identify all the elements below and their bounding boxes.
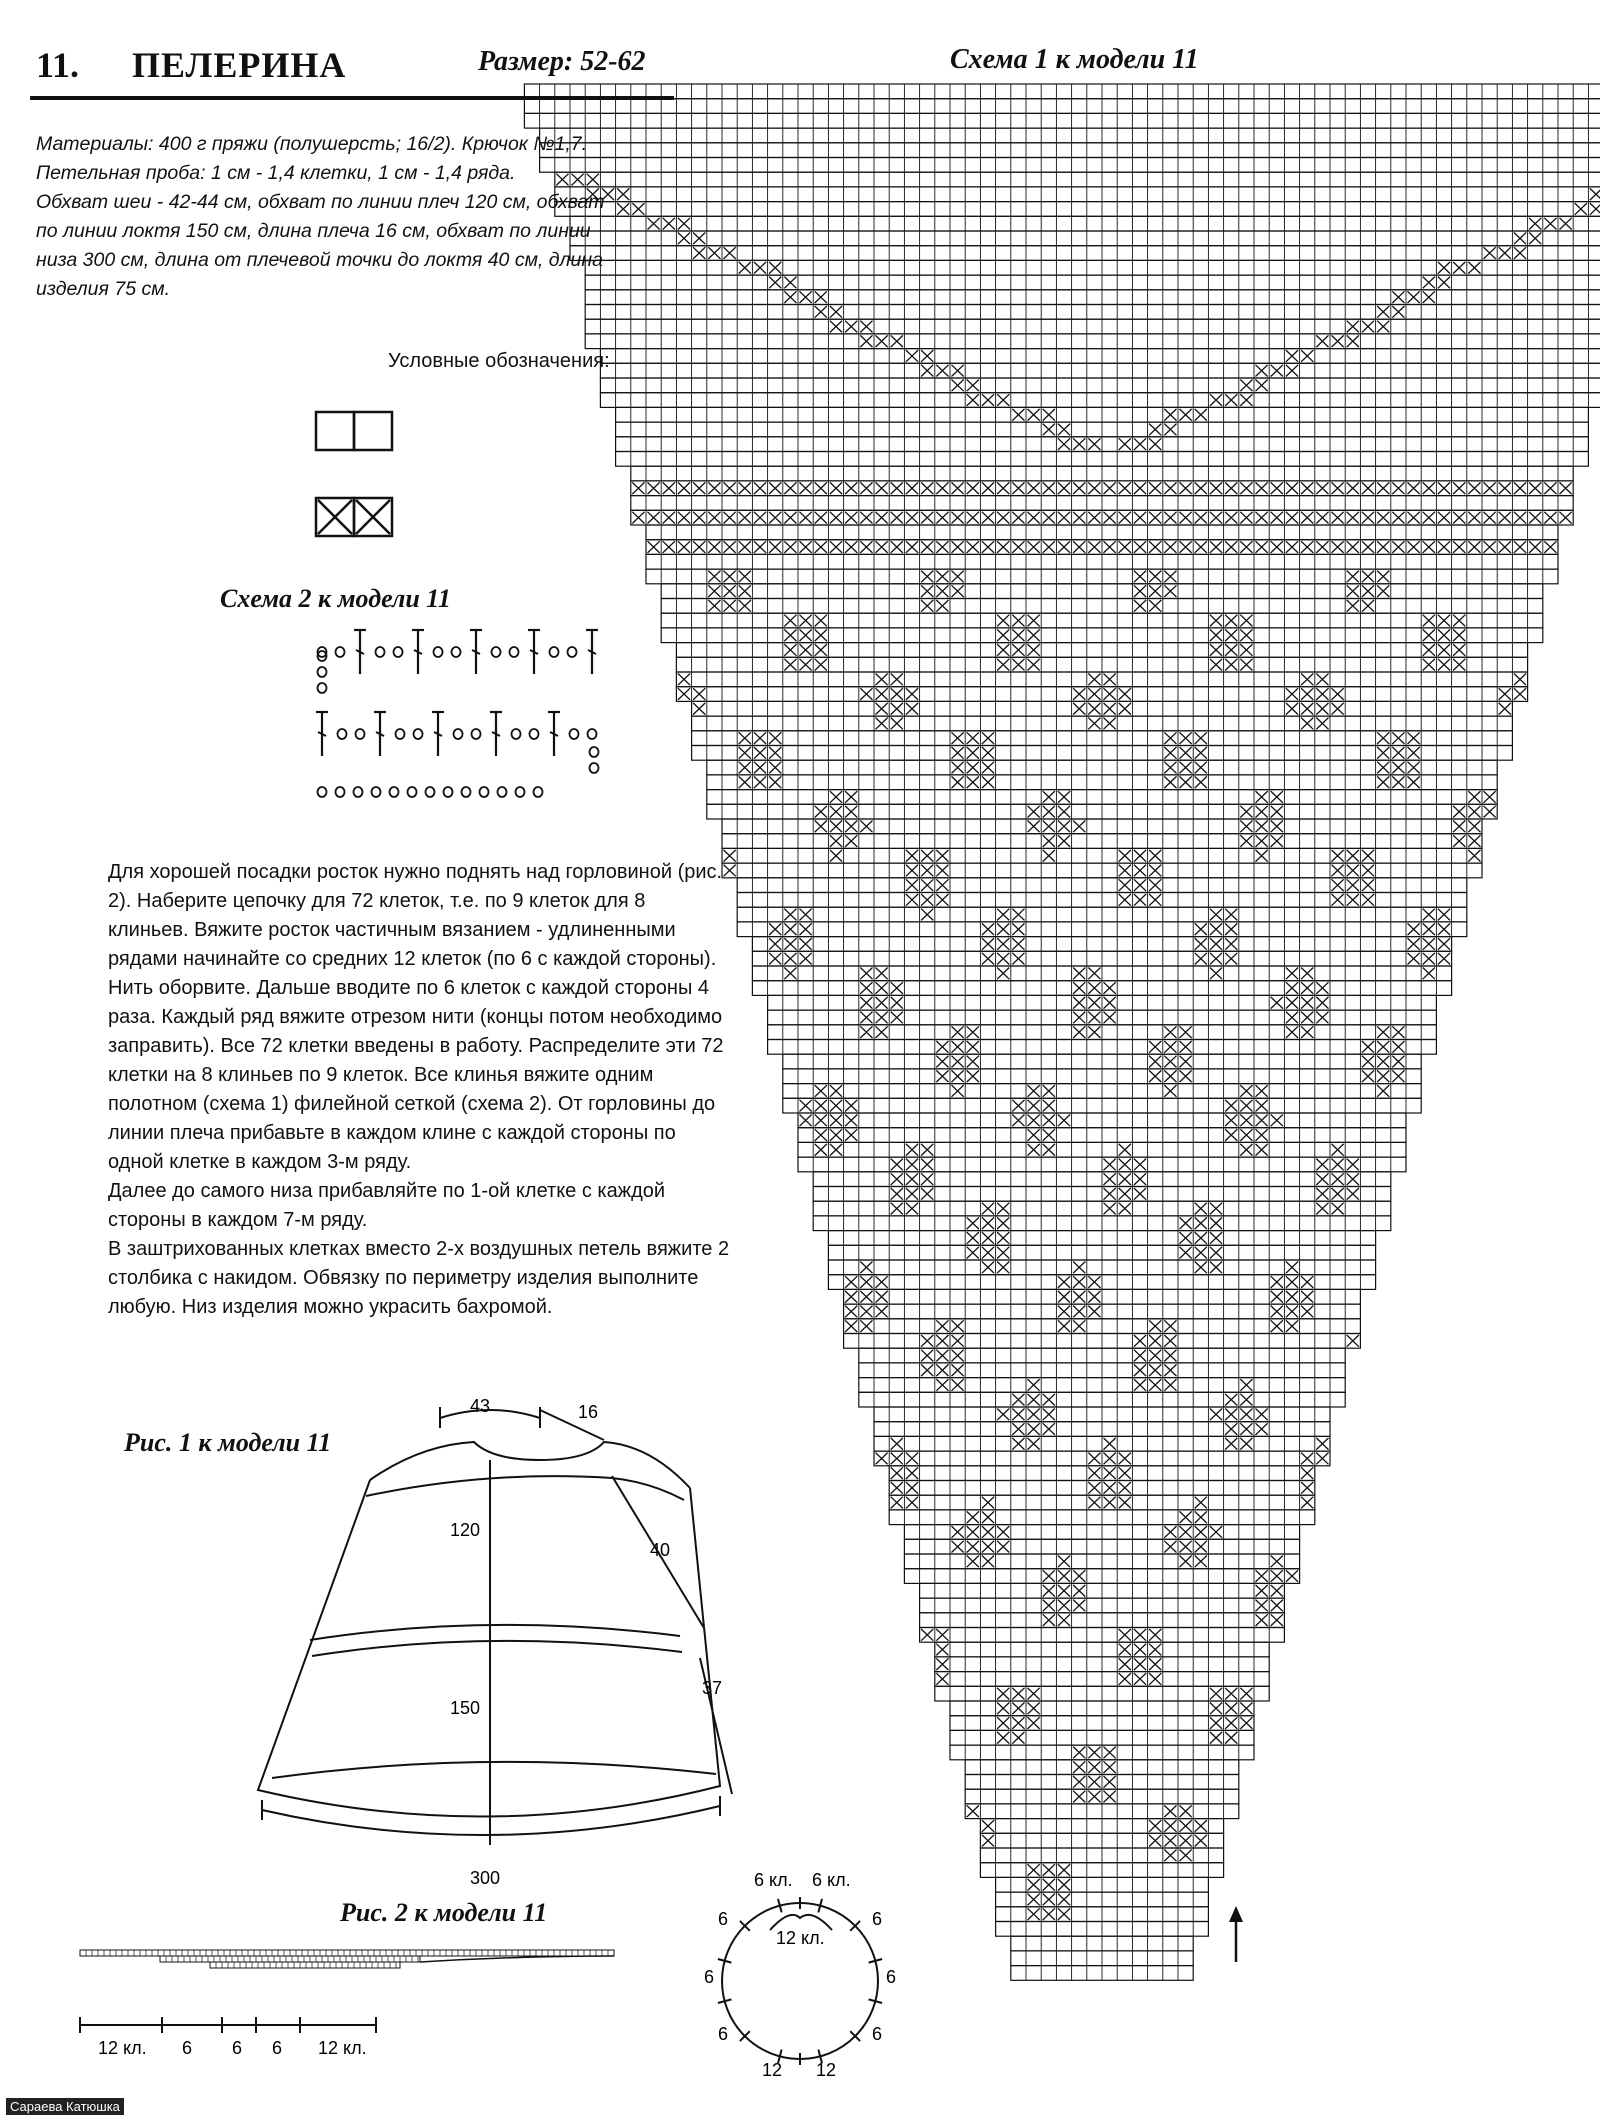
circle-label: 12 [762,2060,783,2080]
instructions-line: стороны в каждом 7-м ряду. [108,1209,368,1231]
fig2-title: Рис. 2 к модели 11 [340,1898,548,1927]
fig1-shoulder-label: 16 [578,1402,599,1422]
circle-label: 6 [872,1909,883,1929]
fig2-bar-label: 12 кл. [98,2038,147,2058]
materials-line: Петельная проба: 1 см - 1,4 клетки, 1 см - 1,4 ряда. [36,162,516,184]
fig2-bar-label: 6 [182,2038,193,2058]
circle-label: 6 кл. [812,1870,851,1890]
materials-line: по линии локтя 150 см, длина плеча 16 см, обхват по линии [36,220,591,242]
instructions-line: заправить). Все 72 клетки введены в работу. Распределите эти 72 [108,1035,724,1057]
circle-label: 6 [886,1967,897,1987]
circle-label: 6 [718,2024,729,2044]
instructions-line: столбика с накидом. Обвязку по периметру изделия выполните [108,1267,699,1289]
circle-label: 12 кл. [776,1928,825,1948]
fig1-elbow-line-label: 150 [450,1698,481,1718]
fig1-neck-label: 43 [470,1396,491,1416]
instructions-line: рядами начинайте со средних 12 клеток (по 6 с каждой стороны). [108,948,717,970]
circle-label: 6 [872,2024,883,2044]
instructions-line: Нить оборвите. Дальше вводите по 6 клеток с каждой стороны 4 [108,977,710,999]
instructions-line: Далее до самого низа прибавляйте по 1-ой клетке с каждой [108,1180,666,1202]
fig1-shoulder-line-label: 120 [450,1520,481,1540]
fig2-bar-label: 6 [232,2038,243,2058]
instructions-line: раза. Каждый ряд вяжите отрезом нити (концы потом необходимо [108,1006,723,1028]
fig1-hem-label: 300 [470,1868,501,1888]
schema2-title: Схема 2 к модели 11 [220,584,451,613]
instructions-line: одной клетке в каждом 3-м ряду. [108,1151,412,1173]
instructions-line: любую. Низ изделия можно украсить бахромой. [108,1296,553,1318]
model-size: Размер: 52-62 [478,46,646,77]
instructions-line: линии плеча прибавьте в каждом клине с каждой стороны по [108,1122,676,1144]
materials-line: Материалы: 400 г пряжи (полушерсть; 16/2). Крючок №1,7. [36,133,588,155]
fig2-strip [80,1950,614,1968]
fig1-elbow-length-label: 40 [650,1540,671,1560]
instructions-line: клиньев. Вяжите росток частичным вязанием - удлиненными [108,919,676,941]
instructions-line: клетки на 8 клиньев по 9 клеток. Все клинья вяжите одним [108,1064,654,1086]
instructions-line: полотном (схема 1) филейной сеткой (схема 2). От горловины до [108,1093,716,1115]
schema1-title: Схема 1 к модели 11 [950,44,1199,75]
circle-label: 6 [718,1909,729,1929]
fig1-title: Рис. 1 к модели 11 [124,1428,332,1457]
circle-label: 6 кл. [754,1870,793,1890]
circle-label: 12 [816,2060,837,2080]
instructions-line: 2). Наберите цепочку для 72 клеток, т.е. по 9 клеток для 8 [108,890,646,912]
neck-circle [718,1897,882,2065]
model-number: 11. [36,45,80,85]
materials-line: изделия 75 см. [36,278,170,300]
fig2-bar-label: 6 [272,2038,283,2058]
watermark: Сараева Катюшка [6,2098,124,2115]
model-title: ПЕЛЕРИНА [132,45,347,85]
fig1-lower-length-label: 37 [702,1678,723,1698]
instructions-line: Для хорошей посадки росток нужно поднять над горловиной (рис. [108,861,723,883]
legend-title: Условные обозначения: [388,350,610,372]
materials-line: Обхват шеи - 42-44 см, обхват по линии плеч 120 см, обхват [36,191,605,213]
circle-label: 6 [704,1967,715,1987]
fig2-bar-label: 12 кл. [318,2038,367,2058]
materials-line: низа 300 см, длина от плечевой точки до локтя 40 см, длина [36,249,603,271]
instructions-line: В заштрихованных клетках вместо 2-х воздушных петель вяжите 2 [108,1238,730,1260]
